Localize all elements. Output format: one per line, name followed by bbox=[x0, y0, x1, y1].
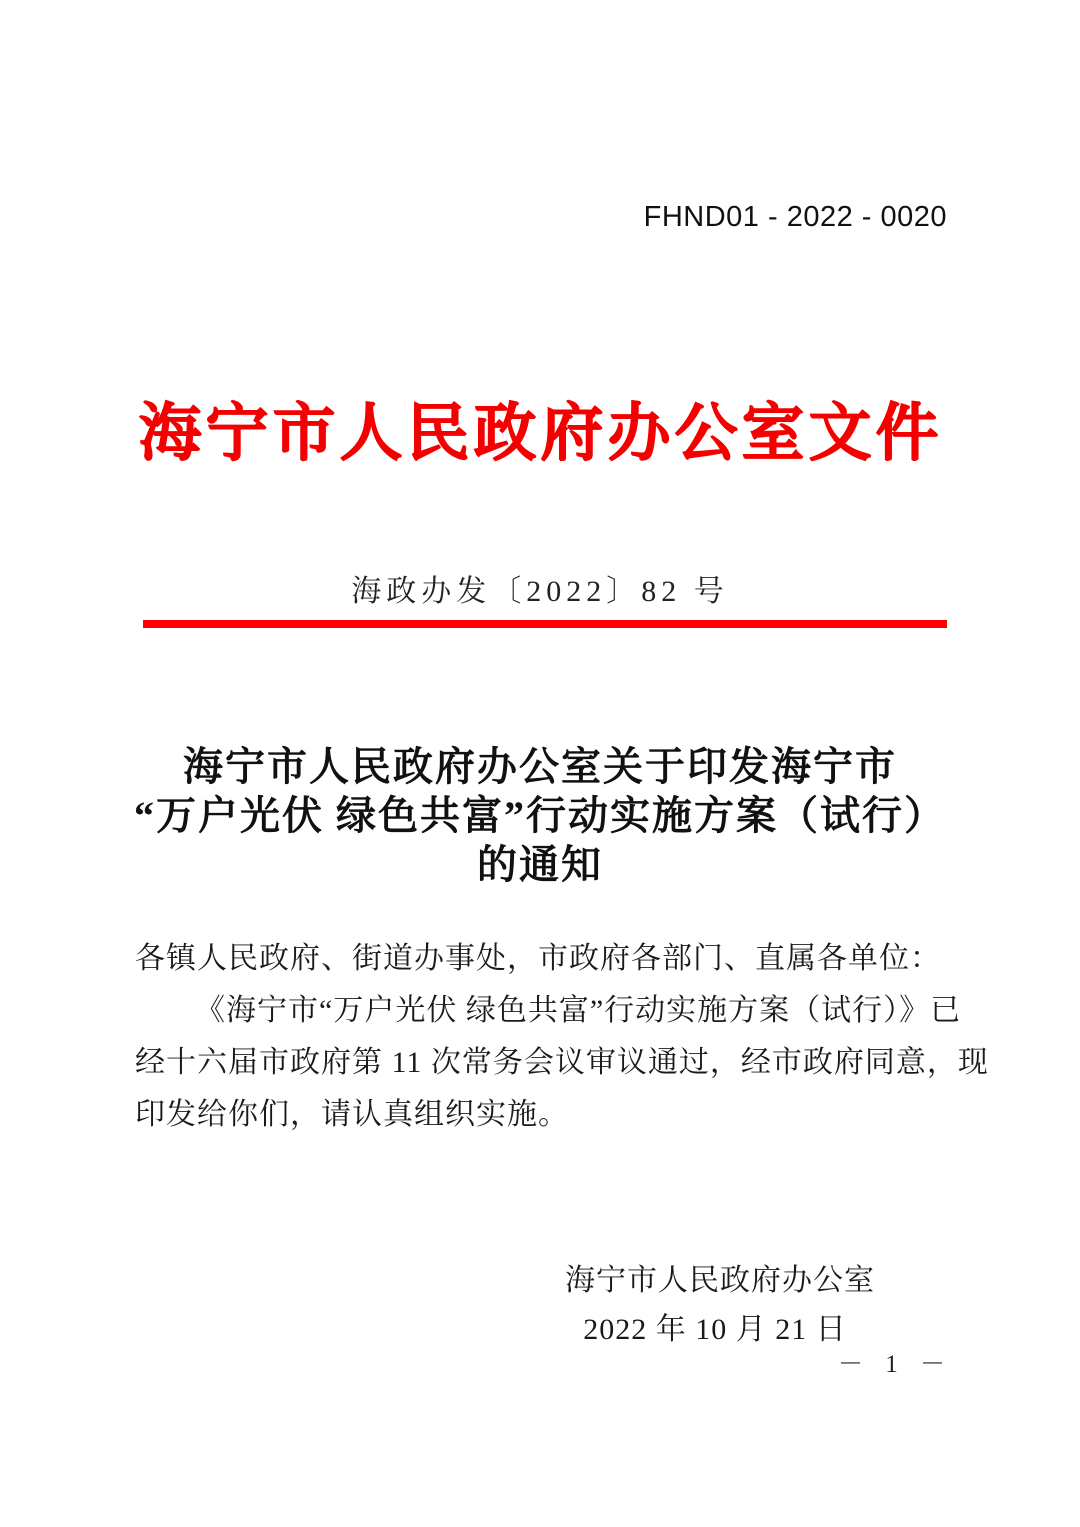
doc-issue-number: 海政办发〔2022〕82 号 bbox=[351, 575, 729, 608]
notice-title bbox=[0, 742, 1080, 889]
salutation-line: 各镇人民政府、街道办事处，市政府各部门、直属各单位： bbox=[135, 942, 941, 975]
signature-date: 2022 年 10 月 21 日 bbox=[583, 1313, 847, 1346]
doc-classification-code: FHND01 - 2022 - 0020 bbox=[643, 201, 947, 233]
body-text bbox=[135, 933, 989, 1141]
page-number: － 1 － bbox=[838, 1351, 954, 1378]
signature-organization: 海宁市人民政府办公室 bbox=[565, 1264, 875, 1297]
body-line-1: 《海宁市“万户光伏 绿色共富”行动实施方案（试行）》已 bbox=[195, 994, 962, 1027]
body-line-2: 经十六届市政府第 11 次常务会议审议通过，经市政府同意，现 bbox=[135, 1046, 989, 1079]
body-line-3: 印发给你们，请认真组织实施。 bbox=[135, 1098, 569, 1131]
red-letterhead-title: 海宁市人民政府办公室文件 bbox=[138, 398, 942, 468]
notice-title-line-3: 的通知 bbox=[477, 842, 603, 887]
notice-title-line-1: 海宁市人民政府办公室关于印发海宁市 bbox=[183, 744, 897, 789]
notice-title-line-2: “万户光伏 绿色共富”行动实施方案（试行） bbox=[134, 793, 946, 838]
red-divider-line bbox=[143, 620, 947, 628]
signature-block bbox=[565, 1256, 875, 1354]
